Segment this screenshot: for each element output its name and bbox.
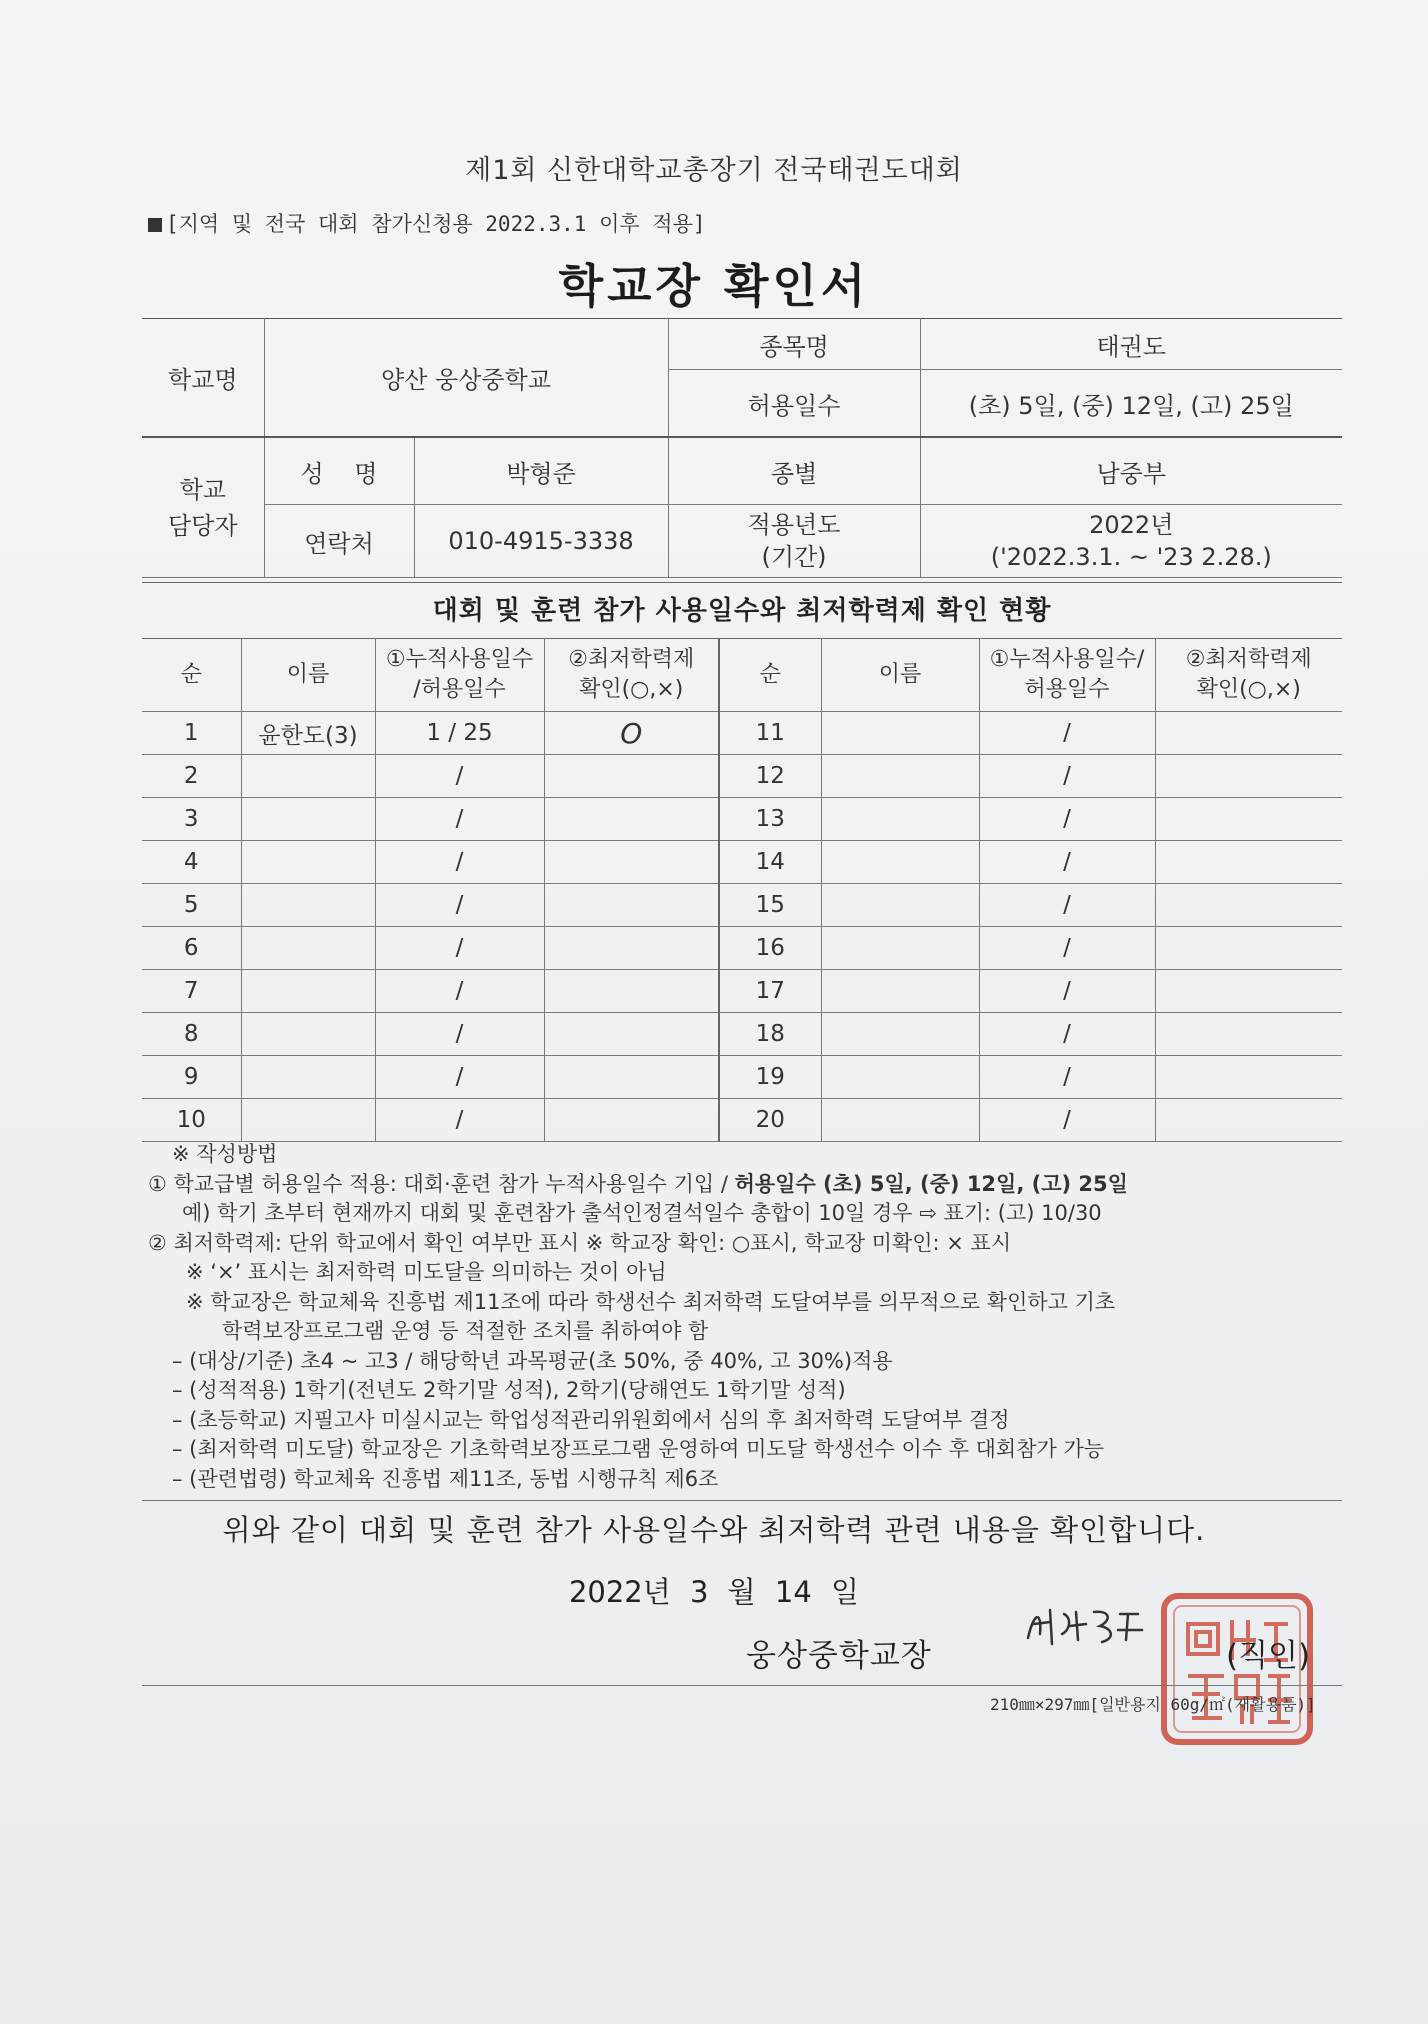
cell-name (241, 841, 375, 884)
cell-no: 8 (142, 1013, 241, 1056)
cell-check (1155, 970, 1342, 1013)
cell-check (544, 1013, 719, 1056)
principal-label: 웅상중학교장 (746, 1638, 932, 1674)
cell-no: 3 (142, 798, 241, 841)
name-value: 박형준 (414, 437, 668, 505)
cell-days: / (375, 1013, 544, 1056)
cell-no: 18 (719, 1013, 821, 1056)
note-1-example: 예) 학기 초부터 현재까지 대회 및 훈련참가 출석인정결석일수 총합이 10일 경우 ⇨ 표기: (고) 10/30 (182, 1201, 1102, 1225)
cell-no: 6 (142, 927, 241, 970)
cell-days: / (375, 927, 544, 970)
detail-4: – (최저학력 미도달) 학교장은 기초학력보장프로그램 운영하여 미도달 학생선수 이수 후 대회참가 가능 (172, 1437, 1105, 1461)
notes-heading: ※ 작성방법 (172, 1142, 278, 1166)
cell-check (544, 1056, 719, 1099)
cell-name (241, 970, 375, 1013)
cell-days: / (979, 927, 1155, 970)
cell-name (821, 927, 979, 970)
cell-name (241, 927, 375, 970)
header-no: 순 (142, 639, 241, 712)
cell-check: O (544, 712, 719, 755)
name-label: 성 명 (264, 437, 414, 505)
cell-days: / (375, 841, 544, 884)
cell-check (1155, 927, 1342, 970)
cell-name (821, 798, 979, 841)
sport-value: 태권도 (920, 319, 1342, 370)
year-label: 적용년도 (기간) (668, 505, 920, 578)
manager-label: 학교 담당자 (142, 437, 264, 578)
cell-name (821, 712, 979, 755)
table-row (142, 884, 1342, 927)
cell-name (821, 1013, 979, 1056)
detail-5: – (관련법령) 학교체육 진흥법 제11조, 동법 시행규칙 제6조 (172, 1466, 719, 1491)
cell-days: / (979, 841, 1155, 884)
table-row (142, 712, 1342, 755)
cell-days: / (979, 798, 1155, 841)
cell-no: 1 (142, 712, 241, 755)
cell-check (1155, 841, 1342, 884)
school-name-value: 양산 웅상중학교 (264, 319, 668, 438)
table-row (142, 841, 1342, 884)
divider (142, 1500, 1342, 1501)
cell-name (241, 1013, 375, 1056)
instructions (148, 1140, 1348, 1494)
cell-no: 19 (719, 1056, 821, 1099)
cell-days: / (375, 755, 544, 798)
category-label: 종별 (668, 437, 920, 505)
cell-no: 9 (142, 1056, 241, 1099)
section-title: 대회 및 훈련 참가 사용일수와 최저학력제 확인 현황 (142, 582, 1342, 639)
table-row (142, 1056, 1342, 1099)
cell-name (821, 1099, 979, 1142)
cell-name (821, 1056, 979, 1099)
note-2: ② 최저학력제: 단위 학교에서 확인 여부만 표시 ※ 학교장 확인: ○표시, 학교장 미확인: × 표시 (148, 1230, 1012, 1255)
cell-check (1155, 1056, 1342, 1099)
cell-no: 12 (719, 755, 821, 798)
cell-days: / (375, 970, 544, 1013)
table-row (142, 970, 1342, 1013)
table-row (142, 927, 1342, 970)
cell-no: 2 (142, 755, 241, 798)
table-row (142, 1013, 1342, 1056)
cell-no: 15 (719, 884, 821, 927)
school-info-table (142, 318, 1342, 578)
date-text: 2022년 3 월 14 일 (568, 1575, 860, 1609)
cell-check (544, 970, 719, 1013)
cell-days: / (979, 755, 1155, 798)
confirmation-text: 위와 같이 대회 및 훈련 참가 사용일수와 최저학력 관련 내용을 확인합니다. (222, 1513, 1206, 1547)
participants-rows (142, 712, 1342, 1142)
header-days: ①누적사용일수 /허용일수 (375, 639, 544, 712)
year-period: ('2022.3.1. ~ '23 2.28.) (990, 543, 1272, 571)
cell-no: 17 (719, 970, 821, 1013)
note-2-law-cont: 학력보장프로그램 운영 등 적절한 조치를 취하여야 함 (222, 1319, 709, 1343)
event-title: 제1회 신한대학교총장기 전국태권도대회 (465, 155, 963, 186)
bottom-divider (142, 1685, 1342, 1686)
paper-spec: 210㎜×297㎜[일반용지 60g/㎡(재활용품)] (990, 1695, 1316, 1714)
allowed-days-label: 허용일수 (668, 370, 920, 438)
header-check: ②최저학력제 확인(○,×) (1155, 639, 1342, 712)
cell-check (544, 927, 719, 970)
table-row (142, 755, 1342, 798)
cell-days: 1 / 25 (375, 712, 544, 755)
cell-check (1155, 798, 1342, 841)
cell-check (1155, 1099, 1342, 1142)
sport-label: 종목명 (668, 319, 920, 370)
note-1-text: ① 학교급별 허용일수 적용: 대회·훈련 참가 누적사용일수 기입 / (148, 1171, 735, 1196)
allowed-days-value: (초) 5일, (중) 12일, (고) 25일 (920, 370, 1342, 438)
note-2-law: ※ 학교장은 학교체육 진흥법 제11조에 따라 학생선수 최저학력 도달여부를 의무적으로 확인하고 기초 (186, 1289, 1116, 1314)
cell-days: / (979, 1056, 1155, 1099)
cell-no: 11 (719, 712, 821, 755)
detail-3: – (초등학교) 지필고사 미실시교는 학업성적관리위원회에서 심의 후 최저학력 도달여부 결정 (172, 1407, 1010, 1432)
header-name: 이름 (821, 639, 979, 712)
cell-no: 10 (142, 1099, 241, 1142)
cell-check (544, 884, 719, 927)
cell-name (241, 755, 375, 798)
cell-check (1155, 755, 1342, 798)
cell-no: 5 (142, 884, 241, 927)
cell-days: / (979, 1099, 1155, 1142)
cell-check (1155, 1013, 1342, 1056)
cell-name: 윤한도(3) (241, 712, 375, 755)
header-name: 이름 (241, 639, 375, 712)
cell-no: 16 (719, 927, 821, 970)
contact-value: 010-4915-3338 (414, 505, 668, 578)
cell-days: / (979, 884, 1155, 927)
notice-line (148, 208, 706, 238)
detail-1: – (대상/기준) 초4 ~ 고3 / 해당학년 과목평균(초 50%, 중 40%, 고 30%)적용 (172, 1348, 893, 1373)
detail-2: – (성적적용) 1학기(전년도 2학기말 성적), 2학기(당해연도 1학기말 성적) (172, 1378, 846, 1402)
cell-no: 7 (142, 970, 241, 1013)
cell-days: / (979, 970, 1155, 1013)
cell-name (241, 1056, 375, 1099)
cell-no: 13 (719, 798, 821, 841)
cell-name (821, 970, 979, 1013)
year-cell (920, 505, 1342, 578)
signature (1020, 1600, 1150, 1660)
cell-check (1155, 712, 1342, 755)
contact-label: 연락처 (264, 505, 414, 578)
cell-no: 20 (719, 1099, 821, 1142)
cell-days: / (375, 1099, 544, 1142)
cell-check (544, 798, 719, 841)
cell-name (241, 1099, 375, 1142)
cell-name (821, 841, 979, 884)
note-1 (148, 1170, 1348, 1200)
table-row (142, 798, 1342, 841)
seal-label: (직인) (1226, 1638, 1311, 1674)
header-check: ②최저학력제 확인(○,×) (544, 639, 719, 712)
cell-days: / (979, 1013, 1155, 1056)
cell-name (821, 884, 979, 927)
year-value: 2022년 (1089, 510, 1174, 539)
cell-days: / (375, 1056, 544, 1099)
cell-days: / (979, 712, 1155, 755)
table-row (142, 1099, 1342, 1142)
header-days: ①누적사용일수/ 허용일수 (979, 639, 1155, 712)
category-value: 남중부 (920, 437, 1342, 505)
cell-no: 14 (719, 841, 821, 884)
cell-days: / (375, 884, 544, 927)
cell-check (544, 1099, 719, 1142)
participants-table (142, 638, 1342, 1142)
cell-name (821, 755, 979, 798)
cell-name (241, 798, 375, 841)
cell-check (544, 841, 719, 884)
cell-name (241, 884, 375, 927)
notice-text: [지역 및 전국 대회 참가신청용 2022.3.1 이후 적용] (166, 212, 706, 236)
cell-check (544, 755, 719, 798)
document-title: 학교장 확인서 (558, 259, 870, 313)
cell-days: / (375, 798, 544, 841)
square-bullet-icon (148, 218, 162, 232)
cell-check (1155, 884, 1342, 927)
cell-no: 4 (142, 841, 241, 884)
header-no: 순 (719, 639, 821, 712)
school-name-label: 학교명 (142, 319, 264, 438)
note-2-remark: ※ ‘×’ 표시는 최저학력 미도달을 의미하는 것이 아님 (186, 1260, 667, 1284)
note-1-bold: 허용일수 (초) 5일, (중) 12일, (고) 25일 (734, 1171, 1128, 1196)
